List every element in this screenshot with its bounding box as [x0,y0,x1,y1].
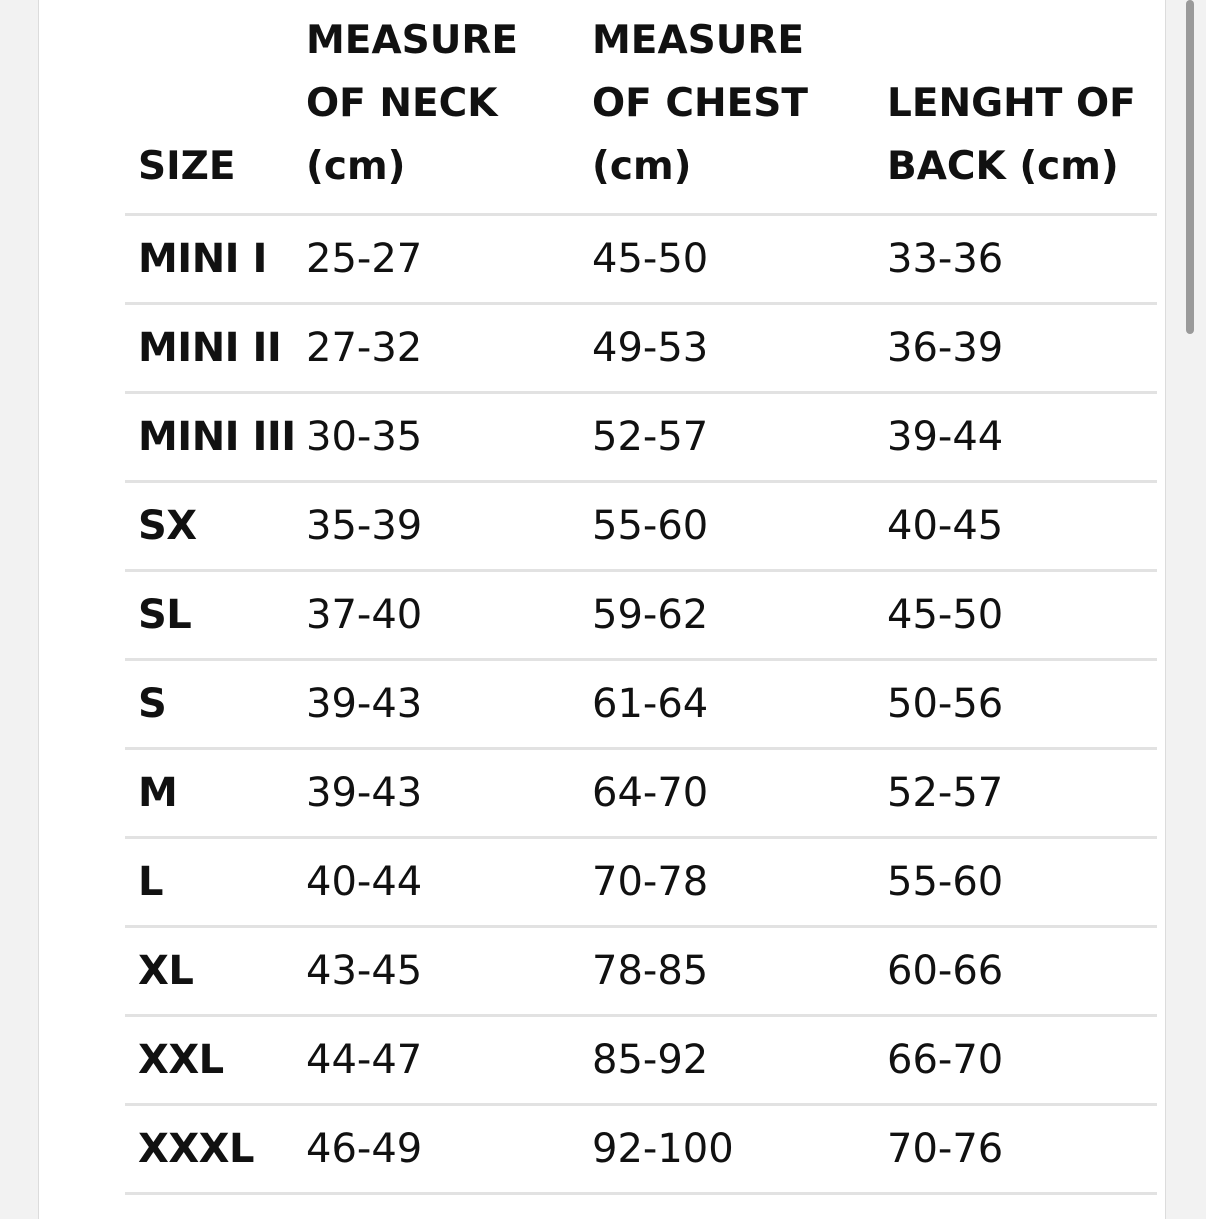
chest-cell: 64-70 [592,748,887,837]
neck-cell: 35-39 [306,481,592,570]
scrollbar-thumb[interactable] [1186,0,1194,334]
neck-cell: 27-32 [306,303,592,392]
chest-cell: 52-57 [592,392,887,481]
back-cell: 70-76 [887,1104,1157,1193]
table-header [125,0,1157,214]
back-cell: 39-44 [887,392,1157,481]
chest-cell: 59-62 [592,570,887,659]
neck-cell: 44-47 [306,1015,592,1104]
table-row [125,837,1157,926]
chest-cell: 45-50 [592,214,887,303]
table-row [125,392,1157,481]
size-cell: MINI I [125,214,306,303]
back-cell: 52-57 [887,748,1157,837]
header-chest: MEASURE OF CHEST (cm) [592,0,887,214]
table-row [125,570,1157,659]
vertical-scrollbar[interactable] [1183,0,1197,1219]
chest-cell: 85-92 [592,1015,887,1104]
neck-cell: 37-40 [306,570,592,659]
back-cell: 33-36 [887,214,1157,303]
table-row [125,214,1157,303]
table-row [125,659,1157,748]
neck-cell: 30-35 [306,392,592,481]
size-cell: S [125,659,306,748]
neck-cell: 39-43 [306,659,592,748]
chest-cell: 70-78 [592,837,887,926]
back-cell: 50-56 [887,659,1157,748]
chest-cell: 78-85 [592,926,887,1015]
size-cell: XXL [125,1015,306,1104]
table-row [125,1015,1157,1104]
size-cell: XXXL [125,1104,306,1193]
table-row [125,748,1157,837]
size-cell: MINI II [125,303,306,392]
size-cell: XL [125,926,306,1015]
size-cell: SX [125,481,306,570]
back-cell: 45-50 [887,570,1157,659]
back-cell: 55-60 [887,837,1157,926]
chest-cell: 49-53 [592,303,887,392]
neck-cell: 39-43 [306,748,592,837]
size-cell: L [125,837,306,926]
table-row [125,1104,1157,1193]
size-cell: SL [125,570,306,659]
back-cell: 66-70 [887,1015,1157,1104]
table-row [125,303,1157,392]
neck-cell: 46-49 [306,1104,592,1193]
back-cell: 36-39 [887,303,1157,392]
size-cell: MINI III [125,392,306,481]
header-back: LENGHT OF BACK (cm) [887,0,1157,214]
back-cell: 60-66 [887,926,1157,1015]
header-neck: MEASURE OF NECK (cm) [306,0,592,214]
table-body [125,214,1157,1193]
back-cell: 40-45 [887,481,1157,570]
chest-cell: 92-100 [592,1104,887,1193]
table-row [125,926,1157,1015]
content-panel [38,0,1166,1219]
neck-cell: 40-44 [306,837,592,926]
table-row [125,481,1157,570]
chest-cell: 55-60 [592,481,887,570]
size-chart-table [125,0,1157,1195]
header-size: SIZE [125,0,306,214]
neck-cell: 43-45 [306,926,592,1015]
neck-cell: 25-27 [306,214,592,303]
size-cell: M [125,748,306,837]
header-row [125,0,1157,214]
chest-cell: 61-64 [592,659,887,748]
